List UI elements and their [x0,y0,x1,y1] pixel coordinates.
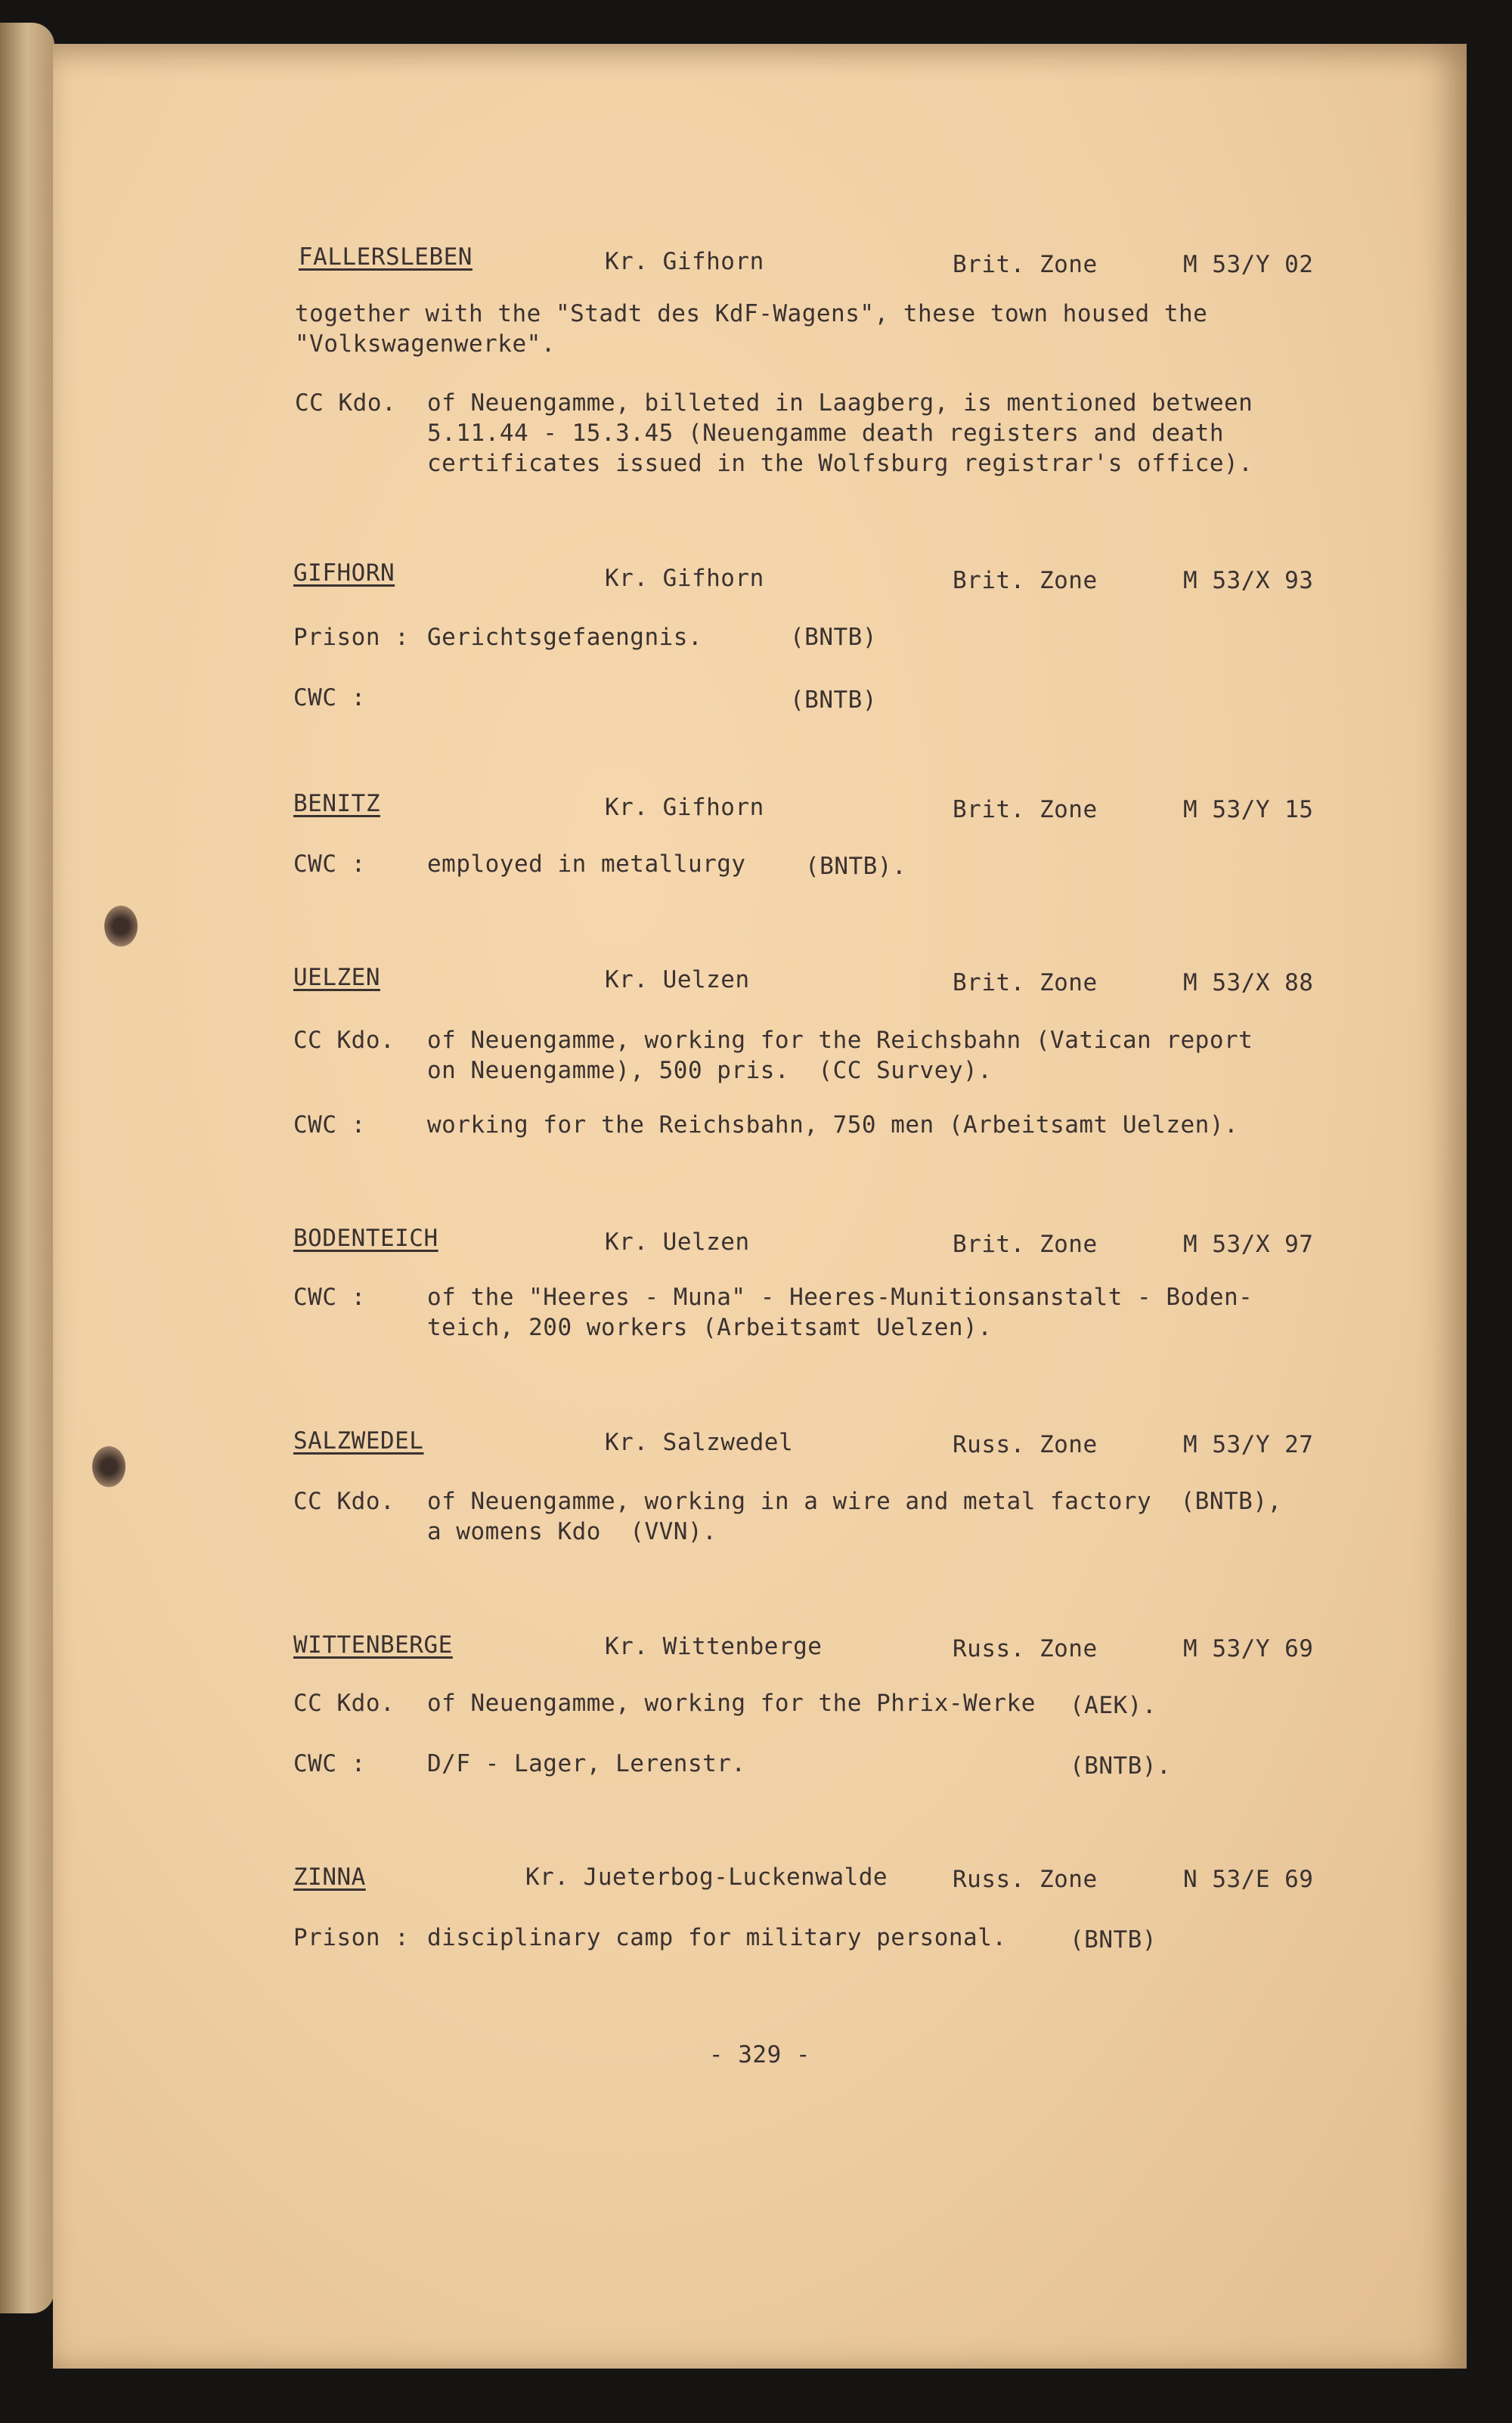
entry-reference: M 53/Y 69 [1183,1635,1314,1662]
entry-source: (BNTB). [805,853,907,880]
entry-place-salzwedel: SALZWEDEL [293,1427,424,1455]
entry-text: D/F - Lager, Lerenstr. [427,1750,746,1777]
entry-reference: M 53/Y 15 [1183,796,1314,823]
entry-text: of Neuengamme, working for the Reichsbahn (Vatican report [427,1027,1253,1054]
entry-label: CWC : [293,1111,366,1139]
entry-reference: M 53/X 97 [1183,1231,1314,1258]
entry-reference: M 53/X 93 [1183,567,1314,594]
entry-label: Prison : [293,624,410,651]
entry-label: CWC : [293,1284,366,1311]
entry-reference: M 53/Y 02 [1183,251,1314,278]
entry-district: Kr. Gifhorn [605,248,764,275]
entry-text: 5.11.44 - 15.3.45 (Neuengamme death registers and death [427,420,1224,447]
entry-zone: Russ. Zone [953,1635,1098,1662]
entry-zone: Brit. Zone [953,1231,1098,1258]
entry-place-wittenberge: WITTENBERGE [293,1631,453,1659]
entry-zone: Brit. Zone [953,969,1098,996]
punch-hole [92,1446,125,1487]
entry-source: (BNTB) [790,624,877,651]
page-number: - 329 - [708,2041,811,2068]
entry-label: CWC : [293,851,366,878]
entry-text: certificates issued in the Wolfsburg registrar's office). [427,450,1253,477]
entry-district: Kr. Gifhorn [605,794,764,821]
entry-label: CC Kdo. [293,1690,395,1717]
entry-zone: Russ. Zone [953,1866,1098,1893]
entry-zone: Brit. Zone [953,251,1098,278]
entry-text: of the "Heeres - Muna" - Heeres-Munitionsanstalt - Boden- [427,1284,1253,1311]
document-page [53,44,1467,2369]
entry-zone: Brit. Zone [953,796,1098,823]
entry-district: Kr. Salzwedel [605,1429,794,1456]
entry-text: employed in metallurgy [427,851,746,878]
entry-text: "Volkswagenwerke". [295,330,556,358]
entry-text: Gerichtsgefaengnis. [427,624,703,651]
entry-text: together with the "Stadt des KdF-Wagens", these town housed the [295,300,1208,327]
entry-label: CWC : [293,684,366,711]
previous-page-edge [0,23,54,2313]
entry-place-fallersleben: FALLERSLEBEN [299,243,472,271]
entry-district: Kr. Uelzen [605,966,750,993]
entry-text: a womens Kdo (VVN). [427,1518,717,1545]
entry-source: (AEK). [1070,1692,1157,1719]
entry-district: Kr. Jueterbog-Luckenwalde [525,1864,888,1891]
entry-place-gifhorn: GIFHORN [293,559,395,587]
entry-label: CC Kdo. [295,389,397,417]
entry-reference: M 53/Y 27 [1183,1431,1314,1458]
entry-label: CC Kdo. [293,1488,395,1515]
entry-zone: Brit. Zone [953,567,1098,594]
entry-place-benitz: BENITZ [293,790,380,817]
entry-text: of Neuengamme, working in a wire and metal factory (BNTB), [427,1488,1282,1515]
entry-place-uelzen: UELZEN [293,964,380,991]
entry-zone: Russ. Zone [953,1431,1098,1458]
entry-source: (BNTB) [790,686,877,714]
entry-text: of Neuengamme, billeted in Laagberg, is mentioned between [427,389,1253,417]
entry-text: working for the Reichsbahn, 750 men (Arbeitsamt Uelzen). [427,1111,1239,1139]
entry-place-bodenteich: BODENTEICH [293,1225,438,1252]
entry-text: of Neuengamme, working for the Phrix-Werke [427,1690,1036,1717]
entry-label: Prison : [293,1924,410,1951]
punch-hole [104,906,138,947]
entry-reference: M 53/X 88 [1183,969,1314,996]
entry-reference: N 53/E 69 [1183,1866,1314,1893]
entry-text: disciplinary camp for military personal. [427,1924,1007,1951]
entry-text: on Neuengamme), 500 pris. (CC Survey). [427,1057,993,1084]
entry-text: teich, 200 workers (Arbeitsamt Uelzen). [427,1314,993,1341]
entry-source: (BNTB). [1070,1752,1172,1780]
entry-district: Kr. Gifhorn [605,565,764,592]
entry-label: CC Kdo. [293,1027,395,1054]
entry-district: Kr. Wittenberge [605,1633,823,1660]
entry-district: Kr. Uelzen [605,1229,750,1256]
entry-label: CWC : [293,1750,366,1777]
entry-source: (BNTB) [1070,1926,1157,1954]
entry-place-zinna: ZINNA [293,1864,366,1891]
